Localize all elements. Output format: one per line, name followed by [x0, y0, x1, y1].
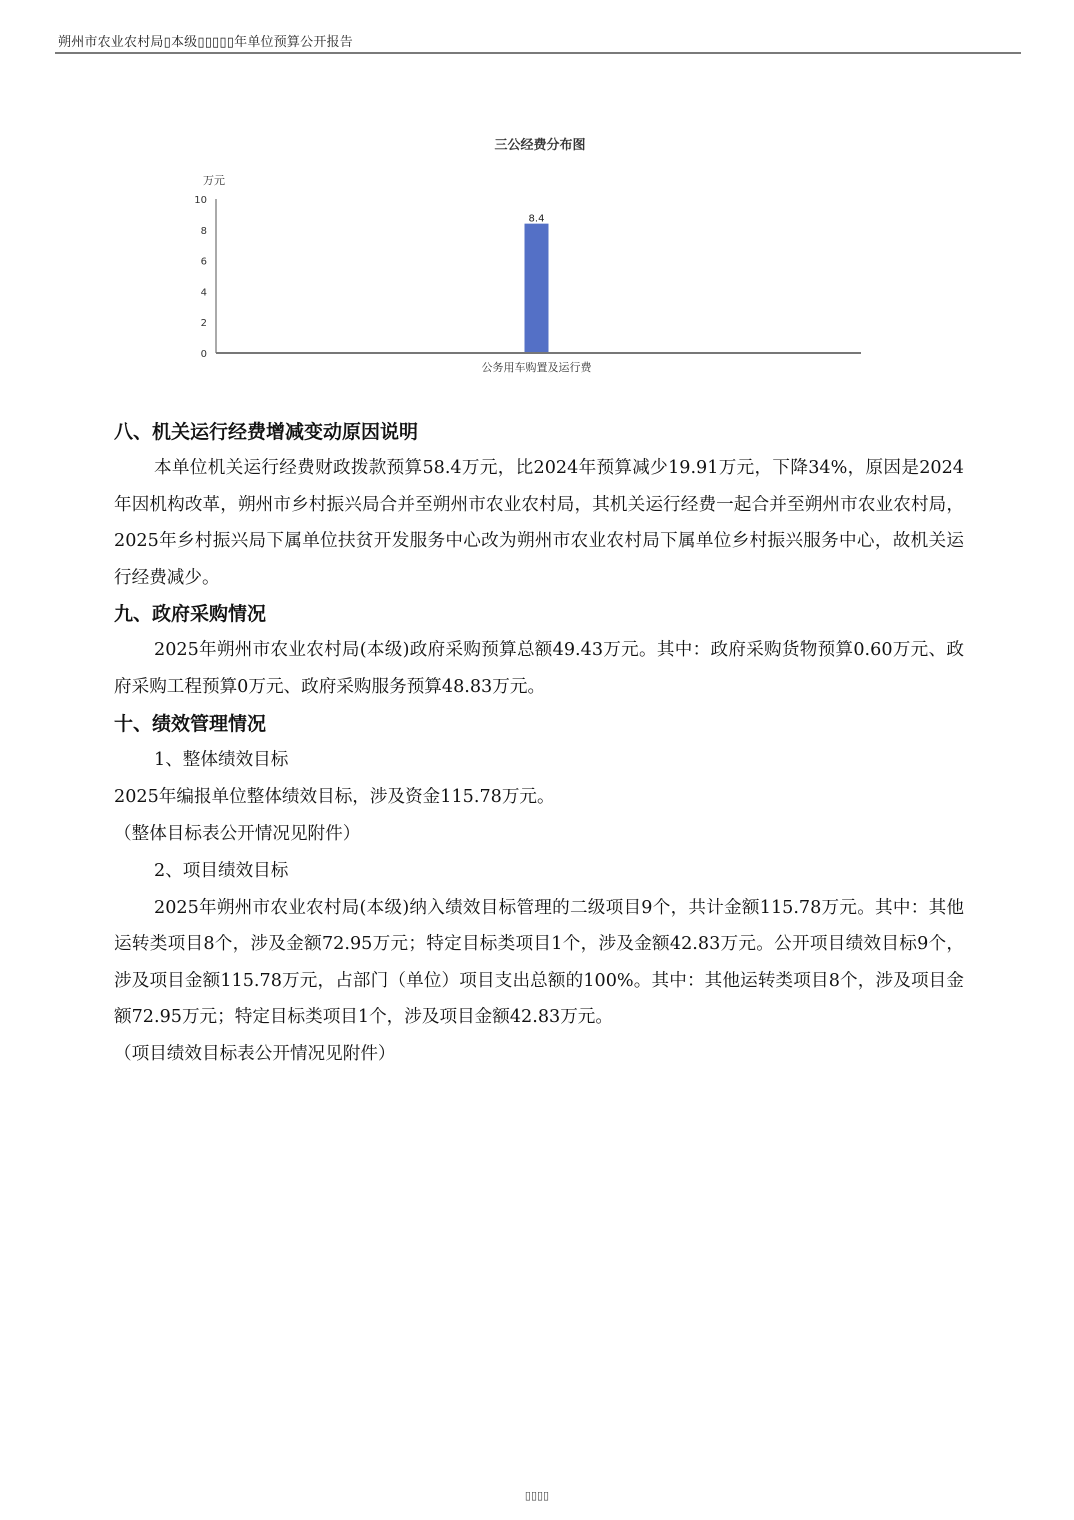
overall-target-note: （整体目标表公开情况见附件）	[114, 823, 361, 844]
bar-data-label: 8.4	[528, 213, 545, 225]
section-10-heading: 十、绩效管理情况	[114, 712, 267, 735]
y-tick-label: 6	[200, 256, 207, 268]
y-tick-label: 2	[200, 318, 207, 330]
header-divider	[55, 52, 1021, 54]
document-body	[114, 414, 964, 1073]
project-target-subtitle: 2、项目绩效目标	[154, 860, 289, 881]
section-8-heading: 八、机关运行经费增减变动原因说明	[114, 421, 419, 443]
running-header: 朔州市农业农村局▯本级▯▯▯▯▯年单位预算公开报告	[58, 35, 353, 50]
three-public-expenses-chart	[190, 130, 880, 380]
project-target-note: （项目绩效目标表公开情况见附件）	[114, 1043, 396, 1064]
y-tick-label: 10	[194, 195, 207, 206]
y-tick-label: 8	[200, 225, 207, 237]
y-axis-unit-label: 万元	[203, 174, 225, 187]
y-tick-label: 0	[200, 349, 207, 360]
x-category-label: 公务用车购置及运行费	[481, 361, 592, 374]
section-9-paragraph: 2025年朔州市农业农村局(本级)政府采购预算总额49.43万元。其中：政府采购货物预算0.60万元、政府采购工程预算0万元、政府采购服务预算48.83万元。	[114, 640, 964, 697]
project-target-paragraph: 2025年朔州市农业农村局(本级)纳入绩效目标管理的二级项目9个，共计金额115.78万元。其中：其他运转类项目8个，涉及金额72.95万元；特定目标类项目1个，涉及金额42.83万元。公开项目绩效目标9个，涉及项目金额115.78万元，占部门（单位）项目支出总额的100%。其中：其他运转类项目8个，涉及项目金额72.95万元；特定目标类项目1个，涉及项目金额42.83万元。	[114, 897, 964, 1028]
overall-target-text: 2025年编报单位整体绩效目标，涉及资金115.78万元。	[114, 786, 555, 807]
bar	[525, 224, 549, 353]
chart-title: 三公经费分布图	[494, 138, 586, 153]
section-9-heading: 九、政府采购情况	[114, 603, 267, 626]
x-axis-labels	[482, 360, 593, 374]
bar-series	[525, 214, 549, 353]
page-number: ▯▯▯▯	[524, 1489, 550, 1502]
section-8-paragraph: 本单位机关运行经费财政拨款预算58.4万元，比2024年预算减少19.91万元，下降34%，原因是2024年因机构改革，朔州市乡村振兴局合并至朔州市农业农村局，其机关运行经费一起合并至朔州市农业农村局，2025年乡村振兴局下属单位扶贫开发服务中心改为朔州市农业农村局下属单位乡村振兴服务中心，故机关运行经费减少。	[114, 458, 964, 588]
overall-target-subtitle: 1、整体绩效目标	[154, 749, 289, 770]
y-tick-label: 4	[200, 287, 207, 299]
chart-canvas	[190, 130, 880, 380]
y-axis-ticks	[194, 195, 207, 360]
